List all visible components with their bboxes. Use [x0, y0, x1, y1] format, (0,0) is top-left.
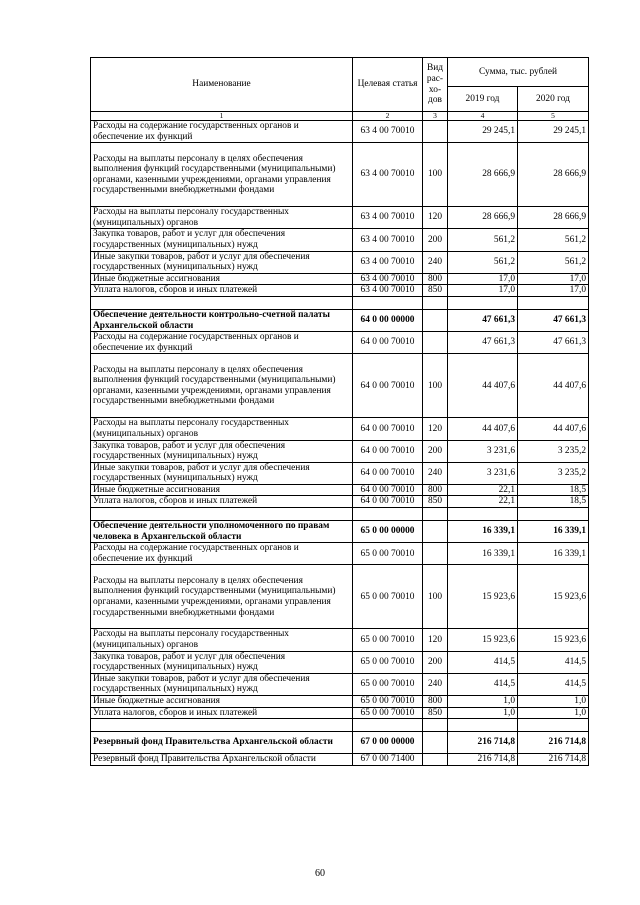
row-target-item: 63 4 00 70010 — [353, 229, 423, 251]
table-row — [91, 565, 589, 629]
row-target-item: 64 0 00 70010 — [353, 484, 423, 496]
row-amount-2019: 414,5 — [448, 651, 518, 673]
table-row — [91, 696, 589, 708]
row-amount-2020: 216 714,8 — [518, 732, 589, 754]
row-amount-2019: 22,1 — [448, 496, 518, 508]
row-amount-2019: 22,1 — [448, 484, 518, 496]
row-name: Иные бюджетные ассигнования — [91, 273, 353, 285]
row-amount-2019: 28 666,9 — [448, 207, 518, 229]
row-amount-2019: 3 231,6 — [448, 462, 518, 484]
table-row — [91, 251, 589, 273]
row-amount-2019: 1,0 — [448, 707, 518, 719]
row-name: Закупка товаров, работ и услуг для обеспечения государственных (муниципальных) нужд — [91, 651, 353, 673]
header-year-2020: 2020 год — [518, 87, 589, 112]
row-target-item: 65 0 00 00000 — [353, 521, 423, 543]
row-amount-2020: 1,0 — [518, 707, 589, 719]
row-amount-2019: 561,2 — [448, 251, 518, 273]
row-expense-type: 850 — [423, 707, 448, 719]
row-expense-type: 200 — [423, 229, 448, 251]
row-amount-2020: 18,5 — [518, 496, 589, 508]
row-expense-type: 240 — [423, 251, 448, 273]
table-row — [91, 673, 589, 695]
table-row — [91, 354, 589, 418]
row-amount-2019: 216 714,8 — [448, 754, 518, 766]
row-amount-2019: 17,0 — [448, 273, 518, 285]
table-row — [91, 121, 589, 143]
row-target-item: 64 0 00 70010 — [353, 462, 423, 484]
empty-cell — [448, 719, 518, 732]
row-expense-type: 200 — [423, 440, 448, 462]
row-target-item: 64 0 00 70010 — [353, 496, 423, 508]
row-amount-2020: 28 666,9 — [518, 207, 589, 229]
row-target-item: 63 4 00 70010 — [353, 143, 423, 207]
empty-cell — [353, 508, 423, 521]
row-amount-2019: 28 666,9 — [448, 143, 518, 207]
row-name: Обеспечение деятельности уполномоченного по правам человека в Архангельской области — [91, 521, 353, 543]
row-amount-2019: 15 923,6 — [448, 565, 518, 629]
column-number: 3 — [423, 112, 448, 121]
row-target-item: 65 0 00 70010 — [353, 629, 423, 651]
row-name: Закупка товаров, работ и услуг для обеспечения государственных (муниципальных) нужд — [91, 229, 353, 251]
row-expense-type: 240 — [423, 462, 448, 484]
row-amount-2019: 16 339,1 — [448, 521, 518, 543]
table-row — [91, 651, 589, 673]
row-amount-2019: 414,5 — [448, 673, 518, 695]
row-expense-type: 100 — [423, 354, 448, 418]
row-amount-2019: 44 407,6 — [448, 418, 518, 440]
row-name: Уплата налогов, сборов и иных платежей — [91, 707, 353, 719]
row-expense-type: 100 — [423, 565, 448, 629]
row-expense-type — [423, 521, 448, 543]
empty-cell — [353, 719, 423, 732]
row-name: Резервный фонд Правительства Архангельской области — [91, 754, 353, 766]
row-name: Иные закупки товаров, работ и услуг для обеспечения государственных (муниципальных) нужд — [91, 251, 353, 273]
row-amount-2019: 47 661,3 — [448, 309, 518, 331]
header-sum: Сумма, тыс. рублей — [448, 58, 589, 87]
row-name: Иные бюджетные ассигнования — [91, 696, 353, 708]
row-amount-2019: 561,2 — [448, 229, 518, 251]
row-name: Закупка товаров, работ и услуг для обеспечения государственных (муниципальных) нужд — [91, 440, 353, 462]
row-amount-2020: 15 923,6 — [518, 629, 589, 651]
row-target-item: 63 4 00 70010 — [353, 121, 423, 143]
empty-cell — [353, 296, 423, 309]
row-amount-2020: 414,5 — [518, 651, 589, 673]
row-amount-2019: 16 339,1 — [448, 543, 518, 565]
table-row — [91, 332, 589, 354]
row-name: Расходы на содержание государственных органов и обеспечение их функций — [91, 543, 353, 565]
row-expense-type — [423, 309, 448, 331]
row-name: Расходы на содержание государственных органов и обеспечение их функций — [91, 121, 353, 143]
table-row — [91, 143, 589, 207]
row-amount-2020: 3 235,2 — [518, 462, 589, 484]
empty-cell — [91, 719, 353, 732]
column-numbers-row — [91, 112, 589, 121]
row-name: Иные закупки товаров, работ и услуг для обеспечения государственных (муниципальных) нужд — [91, 462, 353, 484]
row-expense-type: 120 — [423, 629, 448, 651]
row-target-item: 67 0 00 00000 — [353, 732, 423, 754]
row-expense-type: 120 — [423, 418, 448, 440]
row-expense-type: 800 — [423, 696, 448, 708]
table-header — [91, 58, 589, 121]
row-target-item: 67 0 00 71400 — [353, 754, 423, 766]
row-target-item: 63 4 00 70010 — [353, 251, 423, 273]
section-row — [91, 521, 589, 543]
row-name: Расходы на выплаты персоналу государственных (муниципальных) органов — [91, 418, 353, 440]
table-row — [91, 462, 589, 484]
table-row — [91, 484, 589, 496]
row-amount-2020: 47 661,3 — [518, 332, 589, 354]
budget-table — [90, 57, 589, 766]
row-amount-2019: 216 714,8 — [448, 732, 518, 754]
row-amount-2020: 561,2 — [518, 251, 589, 273]
row-name: Расходы на содержание государственных органов и обеспечение их функций — [91, 332, 353, 354]
row-expense-type — [423, 121, 448, 143]
row-amount-2020: 1,0 — [518, 696, 589, 708]
row-amount-2019: 1,0 — [448, 696, 518, 708]
row-target-item: 65 0 00 70010 — [353, 543, 423, 565]
row-amount-2020: 44 407,6 — [518, 418, 589, 440]
row-name: Резервный фонд Правительства Архангельской области — [91, 732, 353, 754]
row-amount-2020: 29 245,1 — [518, 121, 589, 143]
row-amount-2019: 17,0 — [448, 285, 518, 297]
spacer-row — [91, 296, 589, 309]
table-row — [91, 629, 589, 651]
row-amount-2020: 15 923,6 — [518, 565, 589, 629]
row-target-item: 65 0 00 70010 — [353, 696, 423, 708]
table-row — [91, 543, 589, 565]
empty-cell — [423, 508, 448, 521]
row-expense-type: 850 — [423, 496, 448, 508]
row-target-item: 63 4 00 70010 — [353, 285, 423, 297]
row-target-item: 64 0 00 70010 — [353, 354, 423, 418]
row-expense-type: 120 — [423, 207, 448, 229]
row-target-item: 65 0 00 70010 — [353, 673, 423, 695]
header-expense-type: Вид рас-хо-дов — [423, 58, 448, 112]
row-expense-type — [423, 754, 448, 766]
empty-cell — [448, 296, 518, 309]
row-target-item: 65 0 00 70010 — [353, 651, 423, 673]
empty-cell — [518, 719, 589, 732]
table-row — [91, 707, 589, 719]
section-row — [91, 732, 589, 754]
row-amount-2019: 15 923,6 — [448, 629, 518, 651]
row-amount-2020: 216 714,8 — [518, 754, 589, 766]
row-name: Расходы на выплаты персоналу в целях обеспечения выполнения функций государственными (муниципальными) органами, казенными учреждениями, органами управления государственными внебюджетными фондами — [91, 565, 353, 629]
table-row — [91, 440, 589, 462]
row-name: Расходы на выплаты персоналу государственных (муниципальных) органов — [91, 207, 353, 229]
empty-cell — [448, 508, 518, 521]
row-amount-2020: 44 407,6 — [518, 354, 589, 418]
row-amount-2019: 47 661,3 — [448, 332, 518, 354]
row-expense-type: 200 — [423, 651, 448, 673]
table-row — [91, 285, 589, 297]
row-expense-type: 800 — [423, 273, 448, 285]
row-name: Иные бюджетные ассигнования — [91, 484, 353, 496]
row-amount-2020: 3 235,2 — [518, 440, 589, 462]
column-number: 4 — [448, 112, 518, 121]
row-expense-type: 100 — [423, 143, 448, 207]
row-expense-type — [423, 543, 448, 565]
row-amount-2020: 17,0 — [518, 273, 589, 285]
row-amount-2020: 47 661,3 — [518, 309, 589, 331]
row-expense-type — [423, 732, 448, 754]
row-name: Расходы на выплаты персоналу государственных (муниципальных) органов — [91, 629, 353, 651]
row-name: Уплата налогов, сборов и иных платежей — [91, 496, 353, 508]
row-amount-2019: 3 231,6 — [448, 440, 518, 462]
row-amount-2020: 561,2 — [518, 229, 589, 251]
empty-cell — [518, 296, 589, 309]
empty-cell — [518, 508, 589, 521]
row-amount-2020: 17,0 — [518, 285, 589, 297]
table-row — [91, 207, 589, 229]
row-target-item: 63 4 00 70010 — [353, 273, 423, 285]
table-row — [91, 754, 589, 766]
row-expense-type: 240 — [423, 673, 448, 695]
spacer-row — [91, 719, 589, 732]
row-target-item: 65 0 00 70010 — [353, 565, 423, 629]
table-row — [91, 273, 589, 285]
empty-cell — [423, 296, 448, 309]
spacer-row — [91, 508, 589, 521]
empty-cell — [423, 719, 448, 732]
section-row — [91, 309, 589, 331]
row-amount-2020: 28 666,9 — [518, 143, 589, 207]
row-target-item: 64 0 00 00000 — [353, 309, 423, 331]
empty-cell — [91, 508, 353, 521]
empty-cell — [91, 296, 353, 309]
row-name: Обеспечение деятельности контрольно-счетной палаты Архангельской области — [91, 309, 353, 331]
table-body — [91, 121, 589, 766]
row-expense-type: 850 — [423, 285, 448, 297]
row-name: Расходы на выплаты персоналу в целях обеспечения выполнения функций государственными (муниципальными) органами, казенными учреждениями, органами управления государственными внебюджетными фондами — [91, 143, 353, 207]
table-row — [91, 496, 589, 508]
row-target-item: 64 0 00 70010 — [353, 418, 423, 440]
page-number: 60 — [315, 868, 325, 879]
row-target-item: 64 0 00 70010 — [353, 440, 423, 462]
table-row — [91, 418, 589, 440]
row-amount-2020: 16 339,1 — [518, 543, 589, 565]
row-name: Уплата налогов, сборов и иных платежей — [91, 285, 353, 297]
row-expense-type — [423, 332, 448, 354]
row-amount-2019: 44 407,6 — [448, 354, 518, 418]
row-target-item: 63 4 00 70010 — [353, 207, 423, 229]
header-year-2019: 2019 год — [448, 87, 518, 112]
row-amount-2019: 29 245,1 — [448, 121, 518, 143]
table-row — [91, 229, 589, 251]
row-expense-type: 800 — [423, 484, 448, 496]
row-target-item: 64 0 00 70010 — [353, 332, 423, 354]
column-number: 5 — [518, 112, 589, 121]
row-amount-2020: 414,5 — [518, 673, 589, 695]
row-target-item: 65 0 00 70010 — [353, 707, 423, 719]
row-name: Расходы на выплаты персоналу в целях обеспечения выполнения функций государственными (муниципальными) органами, казенными учреждениями, органами управления государственными внебюджетными фондами — [91, 354, 353, 418]
column-number: 2 — [353, 112, 423, 121]
header-target-item: Целевая статья — [353, 58, 423, 112]
row-amount-2020: 16 339,1 — [518, 521, 589, 543]
row-amount-2020: 18,5 — [518, 484, 589, 496]
header-name: Наименование — [91, 58, 353, 112]
row-name: Иные закупки товаров, работ и услуг для обеспечения государственных (муниципальных) нужд — [91, 673, 353, 695]
column-number: 1 — [91, 112, 353, 121]
